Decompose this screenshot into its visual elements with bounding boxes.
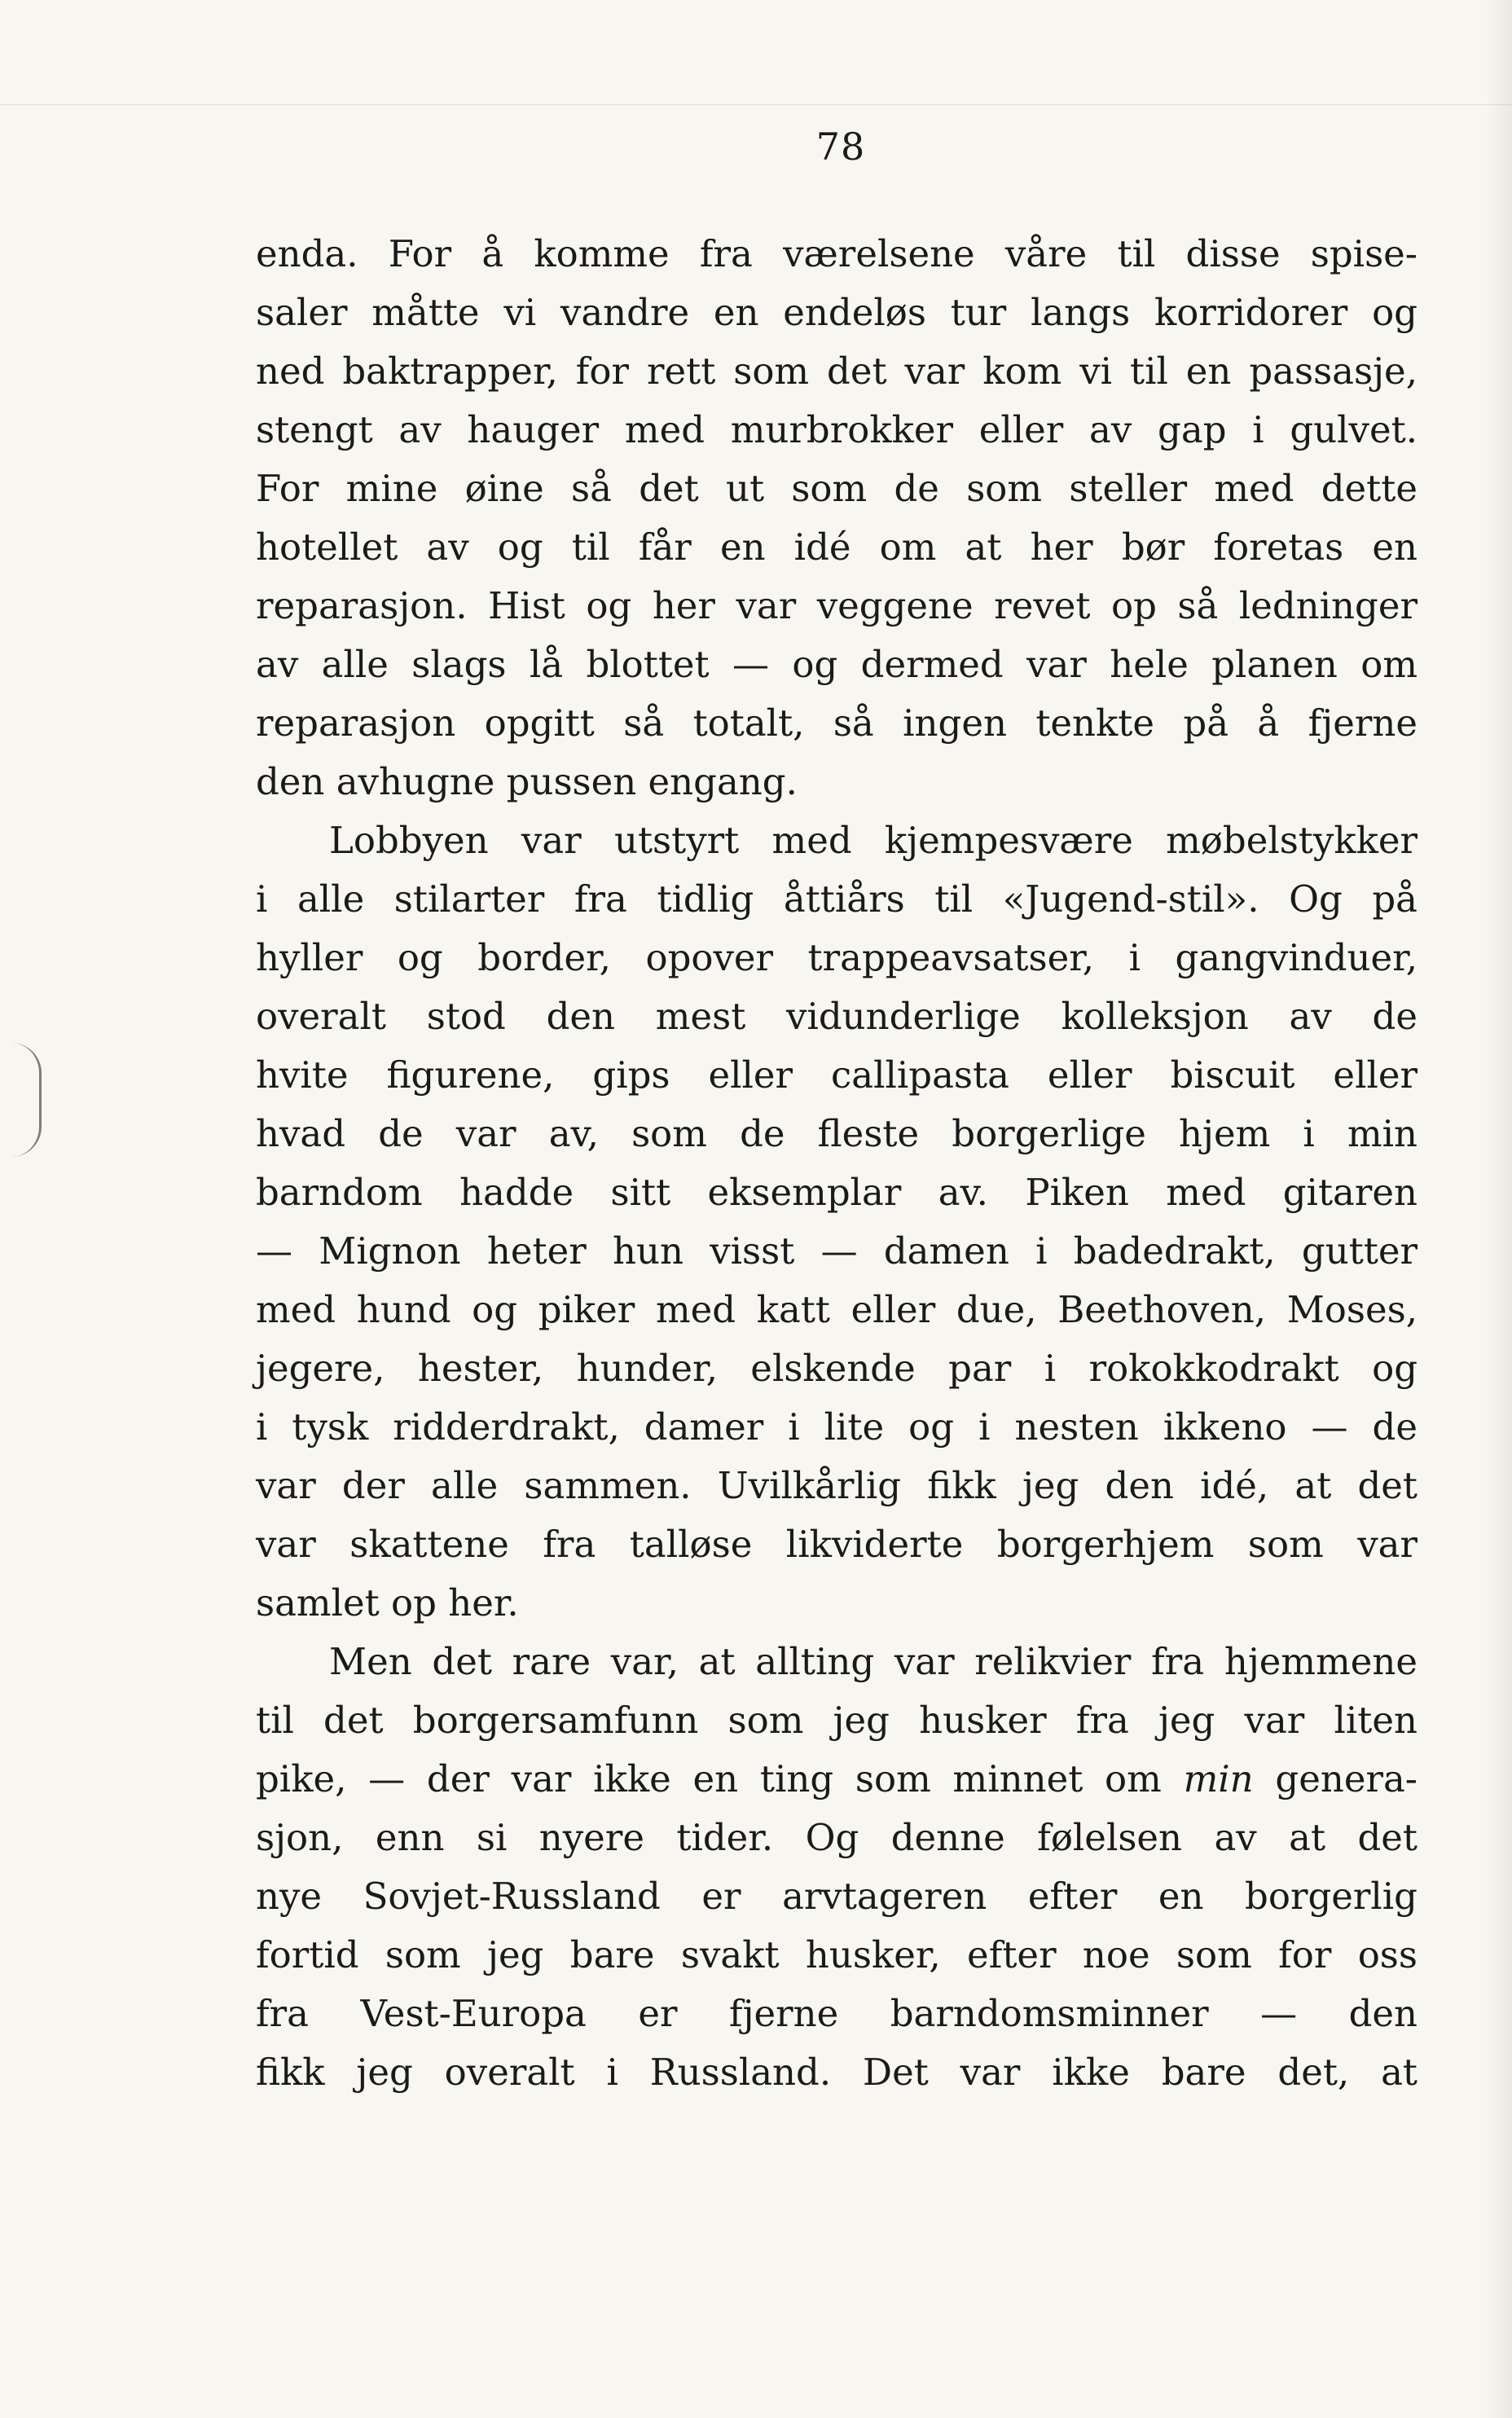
text-line: fikk jeg overalt i Russland. Det var ikke bare det, at — [256, 2051, 1418, 2094]
text-line: i alle stilarter fra tidlig åttiårs til «Jugend-stil». Og på — [256, 877, 1418, 921]
text-line: jegere, hester, hunder, elskende par i rokokkodrakt og — [256, 1347, 1418, 1390]
margin-pencil-mark — [11, 1043, 42, 1157]
text-line: overalt stod den mest vidunderlige kolleksjon av de — [256, 995, 1418, 1038]
text-line: hyller og border, opover trappeavsatser, i gangvinduer, — [256, 936, 1418, 979]
text-line: av alle slags lå blottet — og dermed var hele planen om — [256, 643, 1418, 686]
text-line: hotellet av og til får en idé om at her bør foretas en — [256, 525, 1418, 569]
scan-top-line — [0, 104, 1512, 105]
page-number: 78 — [815, 125, 866, 169]
text-line: enda. For å komme fra værelsene våre til disse spise- — [256, 232, 1418, 275]
text-line: fortid som jeg bare svakt husker, efter noe som for oss — [256, 1933, 1418, 1976]
text-line: samlet op her. — [256, 1581, 519, 1624]
text-line: var der alle sammen. Uvilkårlig fikk jeg den idé, at det — [256, 1464, 1418, 1507]
text-line: hvad de var av, som de fleste borgerlige hjem i min — [256, 1112, 1418, 1155]
text-line: pike, — der var ikke en ting som minnet om min genera- — [256, 1757, 1418, 1800]
text-line: til det borgersamfunn som jeg husker fra jeg var liten — [256, 1699, 1418, 1742]
body-text — [256, 225, 1418, 2102]
text-line: med hund og piker med katt eller due, Beethoven, Moses, — [256, 1288, 1418, 1331]
text-line: Men det rare var, at allting var relikvier fra hjemmene — [329, 1640, 1418, 1683]
text-line: stengt av hauger med murbrokker eller av gap i gulvet. — [256, 408, 1418, 451]
text-line: i tysk ridderdrakt, damer i lite og i nesten ikkeno — de — [256, 1405, 1418, 1449]
text-line: ned baktrapper, for rett som det var kom vi til en passasje, — [256, 350, 1418, 393]
text-line: reparasjon opgitt så totalt, så ingen tenkte på å fjerne — [256, 701, 1418, 745]
text-line: nye Sovjet-Russland er arvtageren efter en borgerlig — [256, 1875, 1418, 1918]
text-line: — Mignon heter hun visst — damen i badedrakt, gutter — [256, 1229, 1418, 1273]
text-line: saler måtte vi vandre en endeløs tur langs korridorer og — [256, 291, 1418, 334]
text-line: Lobbyen var utstyrt med kjempesvære møbelstykker — [329, 819, 1418, 862]
text-line: den avhugne pussen engang. — [256, 760, 798, 803]
text-line: For mine øine så det ut som de som steller med dette — [256, 467, 1418, 510]
text-line: hvite figurene, gips eller callipasta eller biscuit eller — [256, 1053, 1418, 1097]
text-line: var skattene fra talløse likviderte borgerhjem som var — [256, 1523, 1418, 1566]
text-line: fra Vest-Europa er fjerne barndomsminner — den — [256, 1992, 1418, 2035]
text-line: sjon, enn si nyere tider. Og denne følelsen av at det — [256, 1816, 1418, 1859]
page-edge-shadow — [1484, 0, 1512, 2418]
text-line: barndom hadde sitt eksemplar av. Piken med gitaren — [256, 1171, 1418, 1214]
text-line: reparasjon. Hist og her var veggene revet op så ledninger — [256, 584, 1418, 627]
